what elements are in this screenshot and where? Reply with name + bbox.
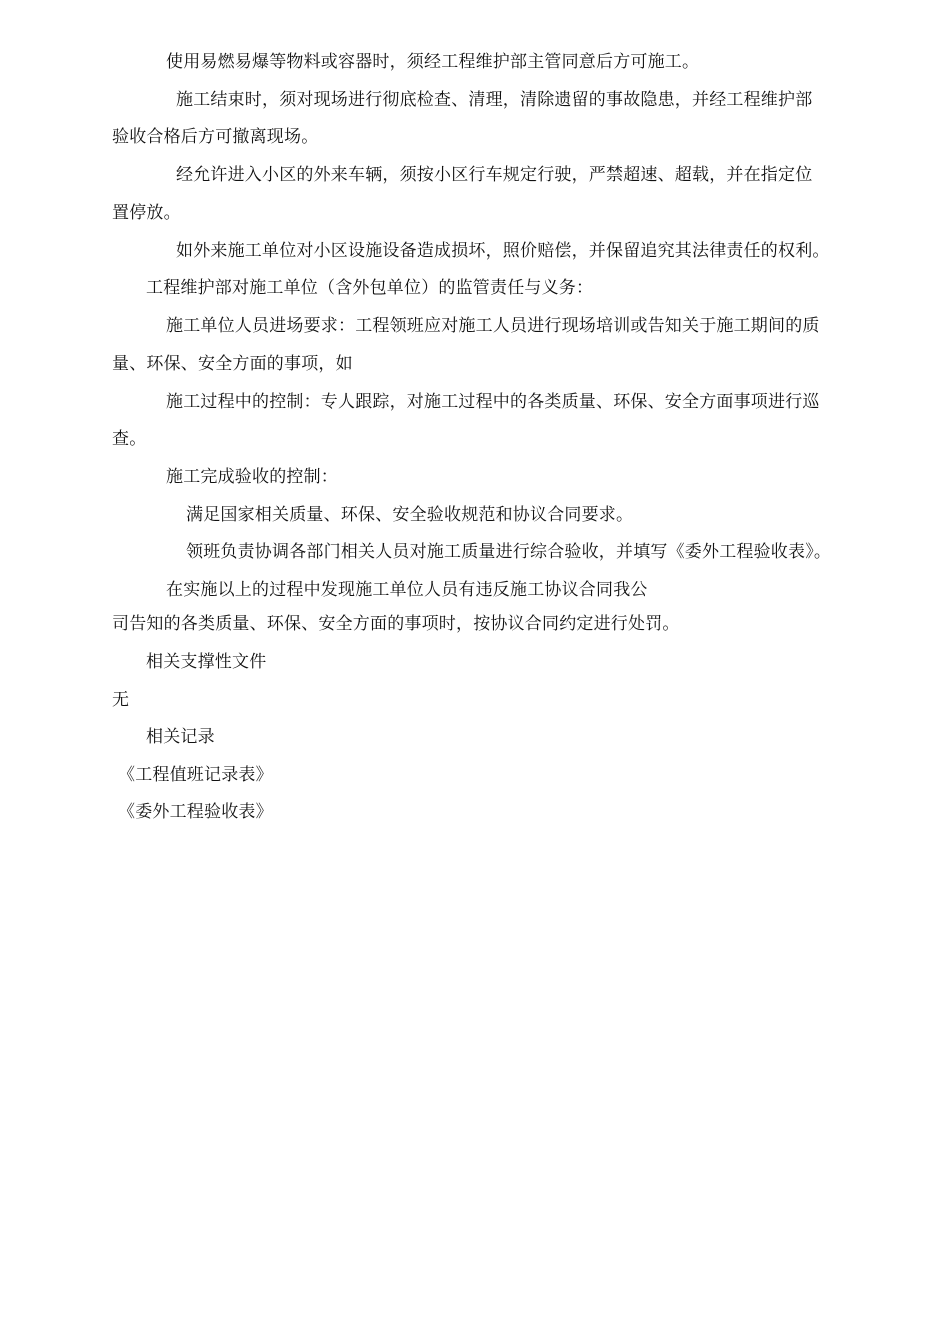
paragraph-line: 置停放。 (112, 203, 181, 223)
paragraph-line: 使用易燃易爆等物料或容器时，须经工程维护部主管同意后方可施工。 (166, 52, 700, 72)
section-heading: 工程维护部对施工单位（含外包单位）的监管责任与义务： (146, 278, 594, 298)
paragraph-line: 施工过程中的控制：专人跟踪，对施工过程中的各类质量、环保、安全方面事项进行巡 (166, 392, 820, 412)
paragraph-line: 在实施以上的过程中发现施工单位人员有违反施工协议合同我公 (166, 580, 648, 600)
paragraph-line: 经允许进入小区的外来车辆，须按小区行车规定行驶，严禁超速、超载，并在指定位 (176, 165, 813, 185)
paragraph-line: 施工完成验收的控制： (166, 467, 338, 487)
paragraph-line: 司告知的各类质量、环保、安全方面的事项时，按协议合同约定进行处罚。 (112, 614, 680, 634)
record-item: 《工程值班记录表》 (118, 765, 273, 785)
paragraph-line: 施工单位人员进场要求：工程领班应对施工人员进行现场培训或告知关于施工期间的质 (166, 316, 820, 336)
paragraph-line: 验收合格后方可撤离现场。 (112, 127, 319, 147)
record-item: 《委外工程验收表》 (118, 802, 273, 822)
paragraph-line: 无 (112, 690, 130, 710)
paragraph-line: 满足国家相关质量、环保、安全验收规范和协议合同要求。 (186, 505, 634, 525)
section-heading: 相关记录 (146, 727, 215, 747)
paragraph-line: 如外来施工单位对小区设施设备造成损坏，照价赔偿，并保留追究其法律责任的权利。 (176, 241, 830, 261)
paragraph-line: 查。 (112, 429, 147, 449)
section-heading: 相关支撑性文件 (146, 652, 267, 672)
paragraph-line: 施工结束时，须对现场进行彻底检查、清理，清除遗留的事故隐患，并经工程维护部 (176, 90, 813, 110)
paragraph-line: 领班负责协调各部门相关人员对施工质量进行综合验收，并填写《委外工程验收表》。 (186, 542, 832, 562)
paragraph-line: 量、环保、安全方面的事项，如 (112, 354, 353, 374)
